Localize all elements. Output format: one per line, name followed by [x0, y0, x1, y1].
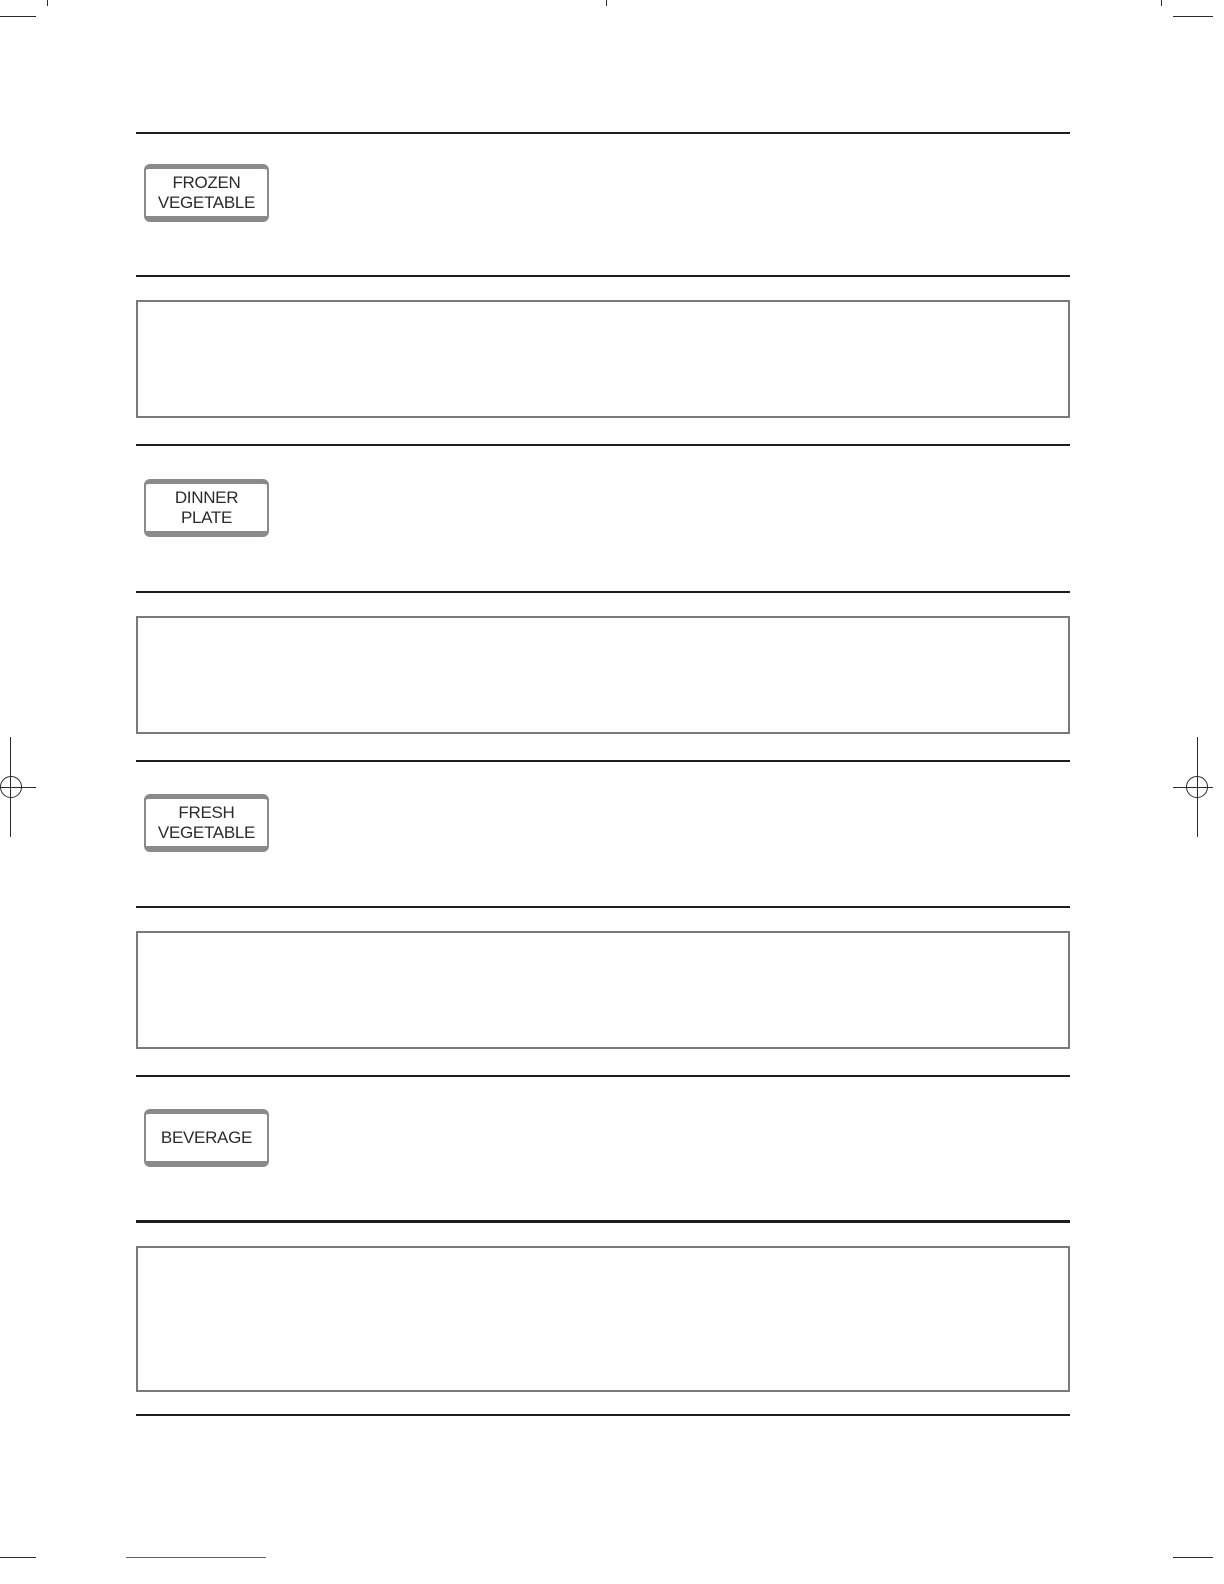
section-rule-1-bottom [136, 275, 1070, 277]
section-rule-final [136, 1414, 1070, 1416]
registration-mark-left-circle [0, 776, 22, 798]
beverage-info-box [136, 1246, 1070, 1392]
frozen-vegetable-info-box [136, 300, 1070, 418]
dinner-plate-info-box [136, 616, 1070, 734]
fresh-vegetable-button-label: FRESH VEGETABLE [157, 802, 256, 842]
dinner-plate-button-label: DINNER PLATE [174, 487, 239, 527]
crop-mark-top-right-h [1173, 16, 1213, 17]
registration-mark-right-circle [1186, 776, 1208, 798]
section-rule-2-bottom [136, 591, 1070, 593]
crop-mark-top-left-v [47, 0, 48, 6]
dinner-plate-button[interactable] [144, 479, 269, 537]
section-rule-4-bottom [136, 1220, 1070, 1223]
frozen-vegetable-button[interactable] [144, 164, 269, 222]
crop-mark-top-center-v [606, 0, 607, 6]
beverage-button[interactable] [144, 1109, 269, 1167]
crop-mark-top-right-v [1161, 0, 1162, 6]
crop-mark-bottom-right-h [1173, 1557, 1213, 1558]
footer-link-underline [126, 1557, 266, 1558]
section-rule-2-top [136, 444, 1070, 446]
frozen-vegetable-button-label: FROZEN VEGETABLE [157, 172, 256, 212]
beverage-button-label: BEVERAGE [160, 1127, 253, 1147]
crop-mark-bottom-left-h [0, 1557, 36, 1558]
section-rule-1-top [136, 132, 1070, 134]
fresh-vegetable-info-box [136, 931, 1070, 1049]
section-rule-4-top [136, 1075, 1070, 1077]
section-rule-3-top [136, 760, 1070, 762]
fresh-vegetable-button[interactable] [144, 794, 269, 852]
crop-mark-top-left-h [0, 16, 36, 17]
section-rule-3-bottom [136, 906, 1070, 908]
